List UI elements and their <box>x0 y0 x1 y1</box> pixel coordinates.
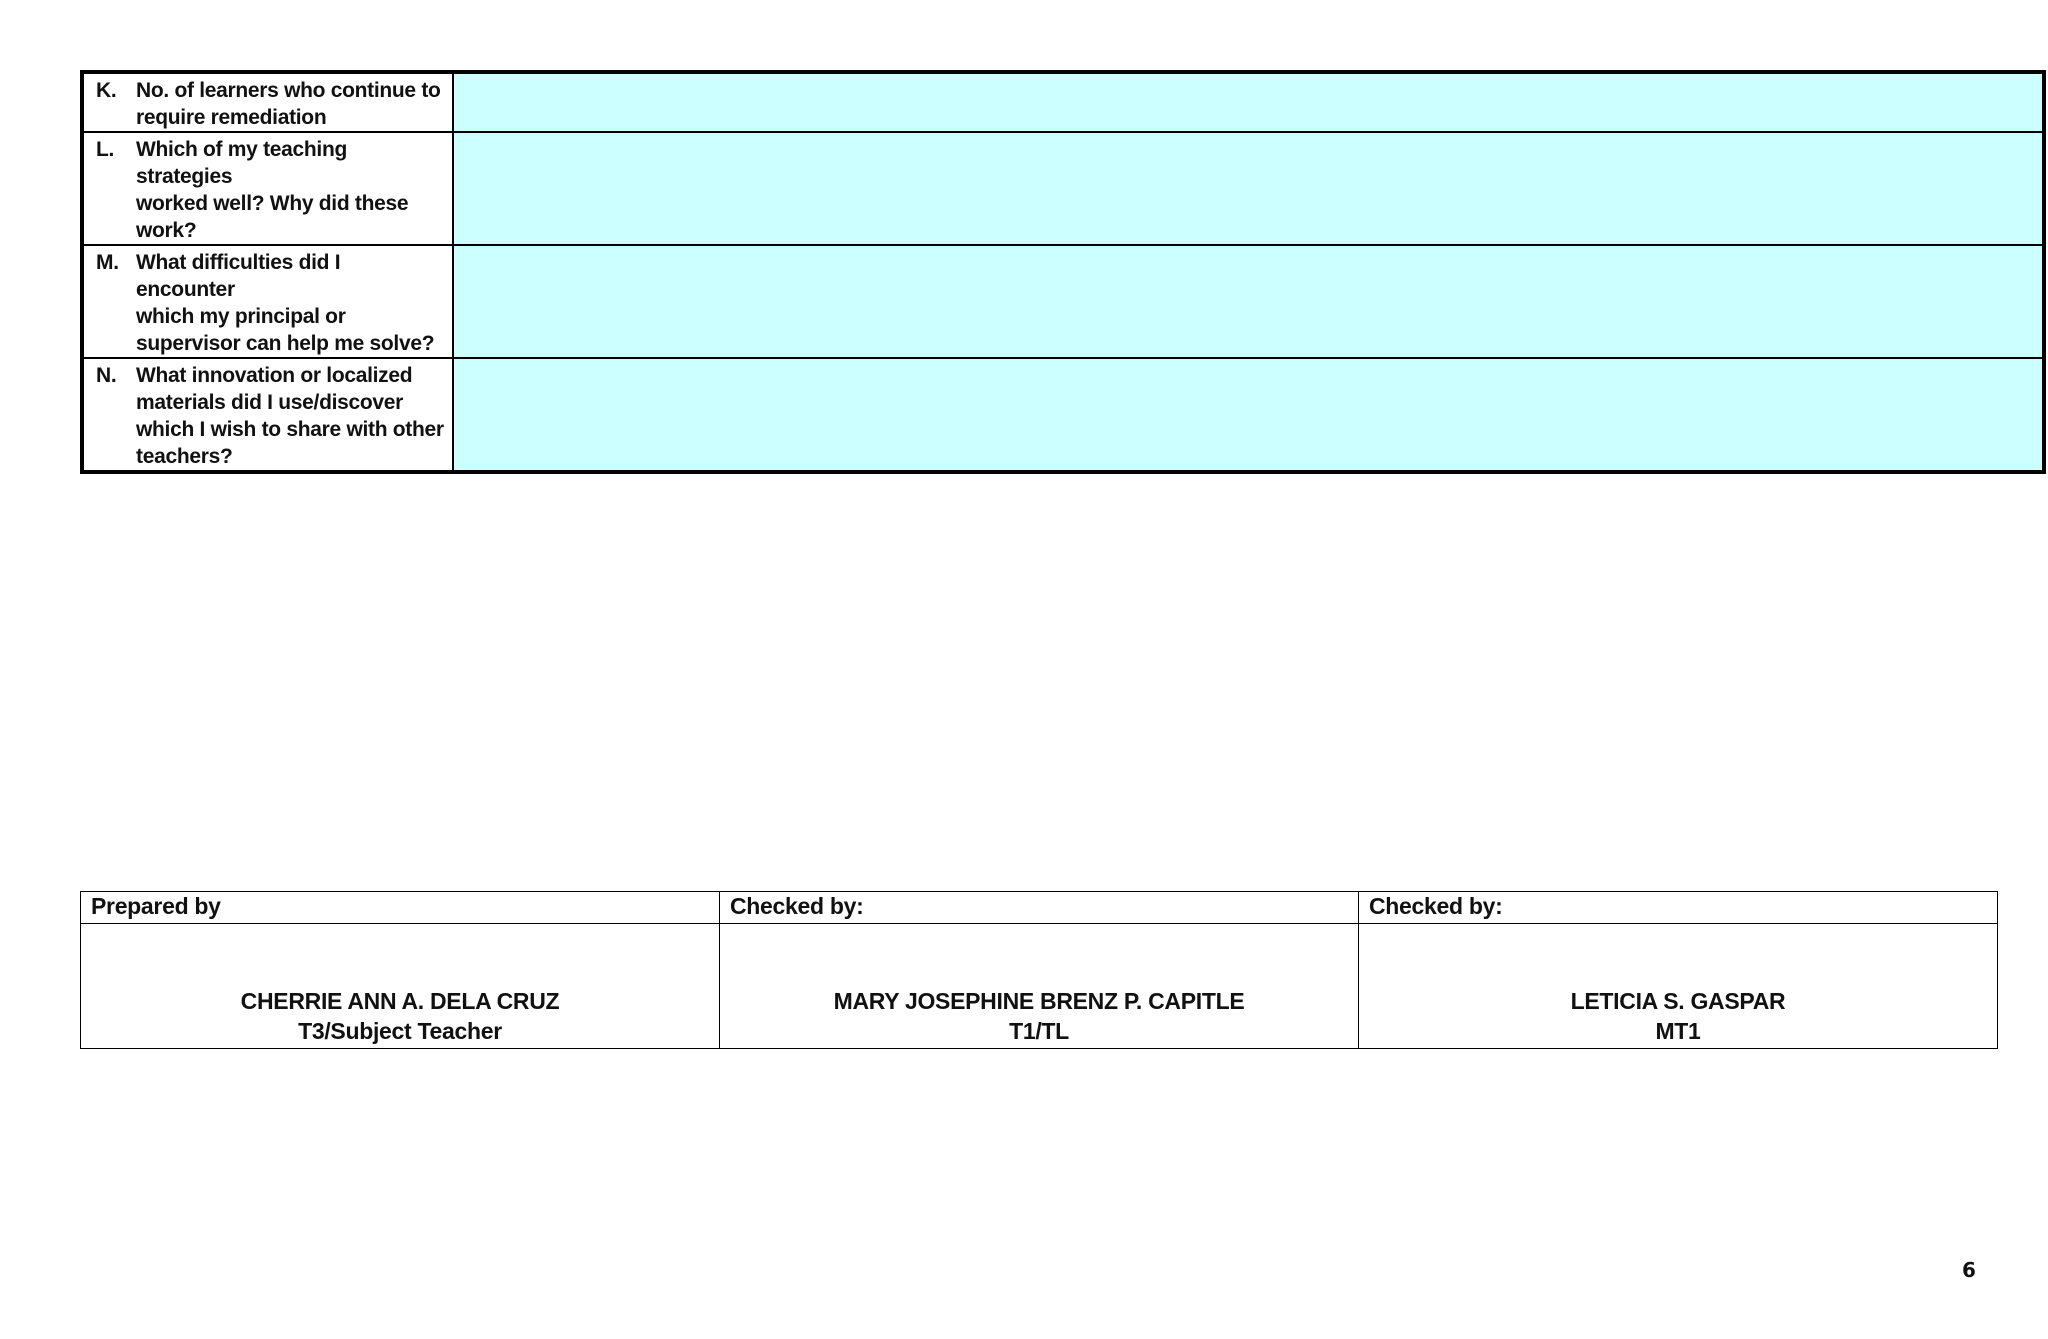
signature-table <box>80 891 1998 1049</box>
question-line: worked well? Why did these <box>136 192 409 215</box>
reflection-table <box>80 70 2046 474</box>
question-line: which my principal or <box>136 305 346 328</box>
question-letter-l: L. <box>96 138 115 161</box>
question-line: Which of my teaching strategies <box>136 138 348 188</box>
signature-block-checker-1 <box>720 924 1359 1049</box>
signatory-role: MT1 <box>1655 1018 1701 1044</box>
question-letter-k: K. <box>96 79 117 102</box>
question-cell-m <box>82 245 453 358</box>
question-text-n <box>136 362 444 470</box>
question-cell-l <box>82 132 453 245</box>
question-line: materials did I use/discover <box>136 391 404 414</box>
signatory-name: MARY JOSEPHINE BRENZ P. CAPITLE <box>833 988 1245 1014</box>
signatory-name: CHERRIE ANN A. DELA CRUZ <box>240 988 560 1014</box>
question-line: work? <box>136 219 197 242</box>
question-letter-m: M. <box>96 251 119 274</box>
question-line: which I wish to share with other <box>136 418 444 441</box>
page-number: 6 <box>1962 1258 1976 1282</box>
reflection-row-m <box>82 245 2044 358</box>
question-line: teachers? <box>136 445 233 468</box>
question-line: What innovation or localized <box>136 364 413 387</box>
answer-cell-l[interactable] <box>453 132 2044 245</box>
signatory-name: LETICIA S. GASPAR <box>1570 988 1786 1014</box>
signatory-role: T1/TL <box>1009 1018 1069 1044</box>
answer-cell-m[interactable] <box>453 245 2044 358</box>
question-line: No. of learners who continue to <box>136 79 441 102</box>
checked-by-label-1: Checked by: <box>720 892 1359 924</box>
question-line: require remediation <box>136 106 327 129</box>
reflection-row-k <box>82 72 2044 132</box>
question-line: supervisor can help me solve? <box>136 332 435 355</box>
reflection-row-n <box>82 358 2044 472</box>
prepared-by-label: Prepared by <box>81 892 720 924</box>
answer-cell-k[interactable] <box>453 72 2044 132</box>
signature-body-row <box>81 924 1998 1049</box>
question-letter-n: N. <box>96 364 117 387</box>
question-text-m <box>136 249 444 357</box>
question-text-l <box>136 136 444 244</box>
question-text-k <box>136 77 444 131</box>
signature-header-row <box>81 892 1998 924</box>
signatory-role: T3/Subject Teacher <box>298 1018 502 1044</box>
question-cell-k <box>82 72 453 132</box>
question-line: What difficulties did I encounter <box>136 251 341 301</box>
answer-cell-n[interactable] <box>453 358 2044 472</box>
reflection-row-l <box>82 132 2044 245</box>
signature-block-preparer <box>81 924 720 1049</box>
question-cell-n <box>82 358 453 472</box>
checked-by-label-2: Checked by: <box>1359 892 1998 924</box>
signature-block-checker-2 <box>1359 924 1998 1049</box>
